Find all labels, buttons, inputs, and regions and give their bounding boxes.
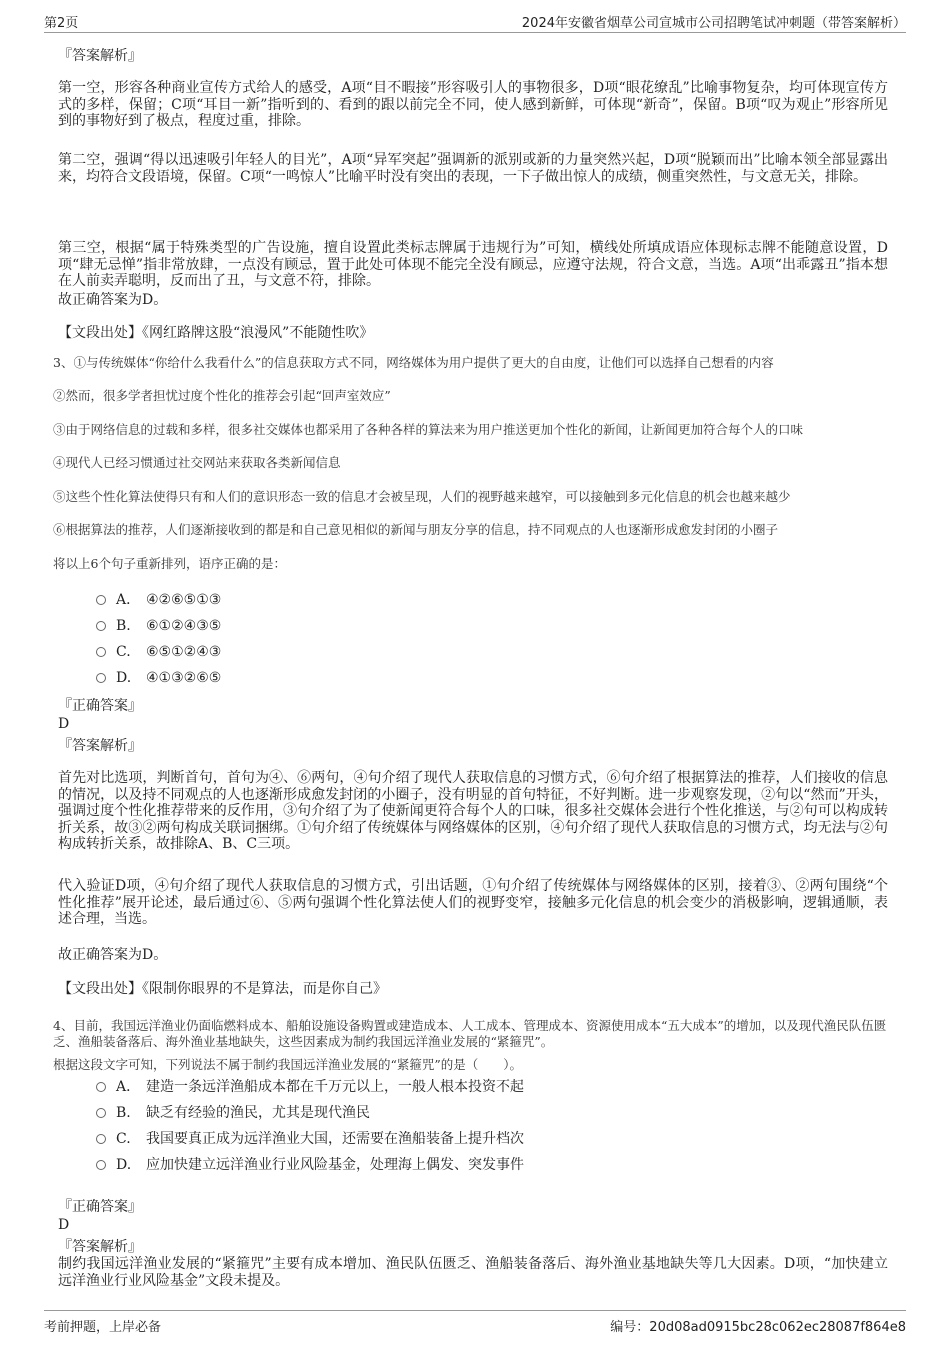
analysis-paragraph: 第一空，形容各种商业宣传方式给人的感受，A项“目不暇接”形容吸引人的事物很多，D项“眼花缭乱”比喻事物复杂，均可体现宣传方式的多样，保留；C项“耳目一新”指听到的、看到的跟以前完全不同，使人感到新鲜，可体现“新奇”，保留。B项“叹为观止”形容所见到的事物好到了极点，程度过重，排除。 (58, 80, 888, 129)
sentence-item: ⑤这些个性化算法使得只有和人们的意识形态一致的信息才会被呈现，人们的视野越来越窄，可以接触到多元化信息的机会也越来越少 (53, 489, 791, 504)
page-header (44, 8, 906, 33)
option-c[interactable]: C. ⑥⑤①②④③ (96, 644, 221, 660)
radio-button[interactable] (96, 1160, 106, 1170)
question-stem: 4、目前，我国远洋渔业仍面临燃料成本、船舶设施设备购置或建造成本、人工成本、管理成本、资源使用成本“五大成本”的增加，以及现代渔民队伍匮乏、渔船装备落后、海外渔业基地缺失，这些因素成为制约我国远洋渔业发展的“紧箍咒”。 (53, 1018, 887, 1049)
sentence-item: 3、①与传统媒体“你给什么我看什么”的信息获取方式不同，网络媒体为用户提供了更大的自由度，让他们可以选择自己想看的内容 (53, 355, 774, 370)
correct-answer-label: 『正确答案』 (58, 698, 142, 714)
answer-conclusion: 故正确答案为D。 (58, 292, 168, 308)
source-citation: 【文段出处】《限制你眼界的不是算法，而是你自己》 (58, 981, 387, 997)
correct-answer-label: 『正确答案』 (58, 1199, 142, 1215)
answer-conclusion: 故正确答案为D。 (58, 947, 168, 963)
option-c[interactable]: C. 我国要真正成为远洋渔业大国，还需要在渔船装备上提升档次 (96, 1131, 524, 1147)
option-b[interactable]: B. 缺乏有经验的渔民，尤其是现代渔民 (96, 1105, 370, 1121)
option-d[interactable]: D. 应加快建立远洋渔业行业风险基金，处理海上偶发、突发事件 (96, 1157, 524, 1173)
sentence-item: ⑥根据算法的推荐，人们逐渐接收到的都是和自己意见相似的新闻与朋友分享的信息，持不同观点的人也逐渐形成愈发封闭的小圈子 (53, 522, 779, 537)
radio-button[interactable] (96, 621, 106, 631)
page-number: 第2页 (44, 16, 79, 31)
option-b[interactable]: B. ⑥①②④③⑤ (96, 618, 221, 634)
document-title: 2024年安徽省烟草公司宣城市公司招聘笔试冲刺题（带答案解析） (521, 16, 906, 31)
radio-button[interactable] (96, 647, 106, 657)
correct-answer: D (58, 1217, 70, 1233)
document-code: 编号：20d08ad0915bc28c062ec28087f864e8 (610, 1320, 906, 1335)
analysis-label: 『答案解析』 (58, 1239, 142, 1255)
option-a[interactable]: A． 建造一条远洋渔船成本都在千万元以上，一般人根本投资不起 (96, 1079, 524, 1095)
question-prompt: 将以上6个句子重新排列，语序正确的是： (53, 556, 286, 571)
page-footer (44, 1310, 906, 1335)
option-d[interactable]: D. ④①③②⑥⑤ (96, 670, 221, 686)
footer-note: 考前押题，上岸必备 (44, 1320, 162, 1335)
analysis-paragraph: 代入验证D项，④句介绍了现代人获取信息的习惯方式，引出话题，①句介绍了传统媒体与网络媒体的区别，接着③、②两句围绕“个性化推荐”展开论述，最后通过⑥、⑤两句强调个性化算法使人们的视野变窄，接触多元化信息的机会变少的消极影响，逻辑通顺，表述合理，当选。 (58, 878, 888, 927)
radio-button[interactable] (96, 1082, 106, 1092)
radio-button[interactable] (96, 1134, 106, 1144)
analysis-label: 『答案解析』 (58, 48, 142, 64)
option-a[interactable]: A． ④②⑥⑤①③ (96, 592, 221, 608)
analysis-paragraph: 制约我国远洋渔业发展的“紧箍咒”主要有成本增加、渔民队伍匮乏、渔船装备落后、海外渔业基地缺失等几大因素。D项，“加快建立远洋渔业行业风险基金”文段未提及。 (58, 1256, 888, 1289)
analysis-paragraph: 首先对比选项，判断首句，首句为④、⑥两句，④句介绍了现代人获取信息的习惯方式，⑥句介绍了根据算法的推荐，人们接收的信息的情况，以及持不同观点的人也逐渐形成愈发封闭的小圈子，没有明显的首句特征，不好判断。进一步观察发现，②句以“然而”开头，强调过度个性化推荐带来的反作用，③句介绍了为了使新闻更符合每个人的口味，很多社交媒体会进行个性化推送，与②句可以构成转折关系，故③②两句构成关联词捆绑。①句介绍了传统媒体与网络媒体的区别，④句介绍了现代人获取信息的习惯方式，均无法与②句构成转折关系，故排除A、B、C三项。 (58, 770, 888, 852)
analysis-paragraph: 第二空，强调“得以迅速吸引年轻人的目光”，A项“异军突起”强调新的派别或新的力量突然兴起，D项“脱颖而出”比喻本领全部显露出来，均符合文段语境，保留。C项“一鸣惊人”比喻平时没有突出的表现，一下子做出惊人的成绩，侧重突然性，与文意无关，排除。 (58, 152, 888, 185)
radio-button[interactable] (96, 595, 106, 605)
question-prompt: 根据这段文字可知，下列说法不属于制约我国远洋渔业发展的“紧箍咒”的是（ ）。 (53, 1057, 523, 1072)
analysis-label: 『答案解析』 (58, 738, 142, 754)
source-citation: 【文段出处】《网红路牌这股“浪漫风”不能随性吹》 (58, 325, 374, 341)
sentence-item: ④现代人已经习惯通过社交网站来获取各类新闻信息 (53, 455, 341, 470)
sentence-item: ②然而，很多学者担忧过度个性化的推荐会引起“回声室效应” (53, 388, 391, 403)
sentence-item: ③由于网络信息的过载和多样，很多社交媒体也都采用了各种各样的算法来为用户推送更加个性化的新闻，让新闻更加符合每个人的口味 (53, 422, 804, 437)
radio-button[interactable] (96, 1108, 106, 1118)
correct-answer: D (58, 716, 70, 732)
analysis-paragraph: 第三空，根据“属于特殊类型的广告设施，擅自设置此类标志牌属于违规行为”可知，横线处所填成语应体现标志牌不能随意设置，D项“肆无忌惮”指非常放肆，一点没有顾忌，置于此处可体现不能完全没有顾忌，应遵守法规，符合文意，当选。A项“出乖露丑”指本想在人前卖弄聪明，反而出了丑，与文意不符，排除。 (58, 240, 888, 289)
radio-button[interactable] (96, 673, 106, 683)
